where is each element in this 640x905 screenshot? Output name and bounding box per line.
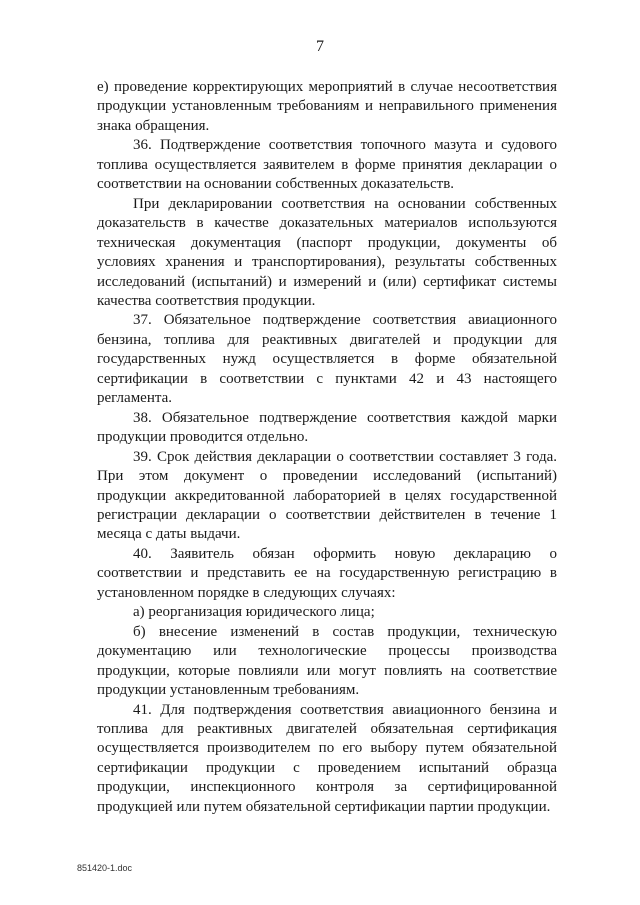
- paragraph-declaring: При декларировании соответствия на основании собственных доказательств в качестве доказательных материалов используются техническая документация (паспорт продукции, документы об условиях хранения и транспортирования), результаты собственных исследований (испытаний) и измерений и (или) сертификат системы качества соответствия продукции.: [97, 195, 557, 309]
- footer-filename: 851420-1.doc: [77, 863, 133, 873]
- paragraph-40: 40. Заявитель обязан оформить новую декларацию о соответствии и представить ее на государственную регистрацию в установленном порядке в следующих случаях:: [97, 545, 557, 601]
- paragraph-39: 39. Срок действия декларации о соответствии составляет 3 года. При этом документ о проведении исследований (испытаний) продукции аккредитованной лабораторией в целях государственной регистрации декларации о соответствии действителен в течение 1 месяца с даты выдачи.: [97, 448, 557, 543]
- paragraph-item-e: е) проведение корректирующих мероприятий в случае несоответствия продукции установленным требованиям и неправильного применения знака обращения.: [97, 79, 557, 134]
- page-number: 7: [316, 38, 324, 55]
- paragraph-37: 37. Обязательное подтверждение соответствия авиационного бензина, топлива для реактивных двигателей и продукции для государственных нужд осуществляется в форме обязательной сертификации в соответствии с пунктами 42 и 43 настоящего регламента.: [97, 312, 557, 407]
- paragraph-36: 36. Подтверждение соответствия топочного мазута и судового топлива осуществляется заявителем в форме принятия декларации о соответствии на основании собственных доказательств.: [97, 137, 557, 193]
- paragraph-38: 38. Обязательное подтверждение соответствия каждой марки продукции проводится отдельно.: [97, 409, 557, 446]
- paragraph-40-item-a: а) реорганизация юридического лица;: [133, 604, 375, 621]
- paragraph-40-item-b: б) внесение изменений в состав продукции, техническую документацию или технологические процессы производства продукции, которые повлияли или могут повлиять на соответствие продукции установленным требованиям.: [97, 623, 557, 699]
- paragraph-41: 41. Для подтверждения соответствия авиационного бензина и топлива для реактивных двигателей обязательная сертификация осуществляется производителем по его выбору путем обязательной сертификации продукции с проведением испытаний образца продукции, инспекционного контроля за сертифицированной продукцией или путем обязательной сертификации партии продукции.: [97, 701, 557, 815]
- document-body: [97, 78, 557, 817]
